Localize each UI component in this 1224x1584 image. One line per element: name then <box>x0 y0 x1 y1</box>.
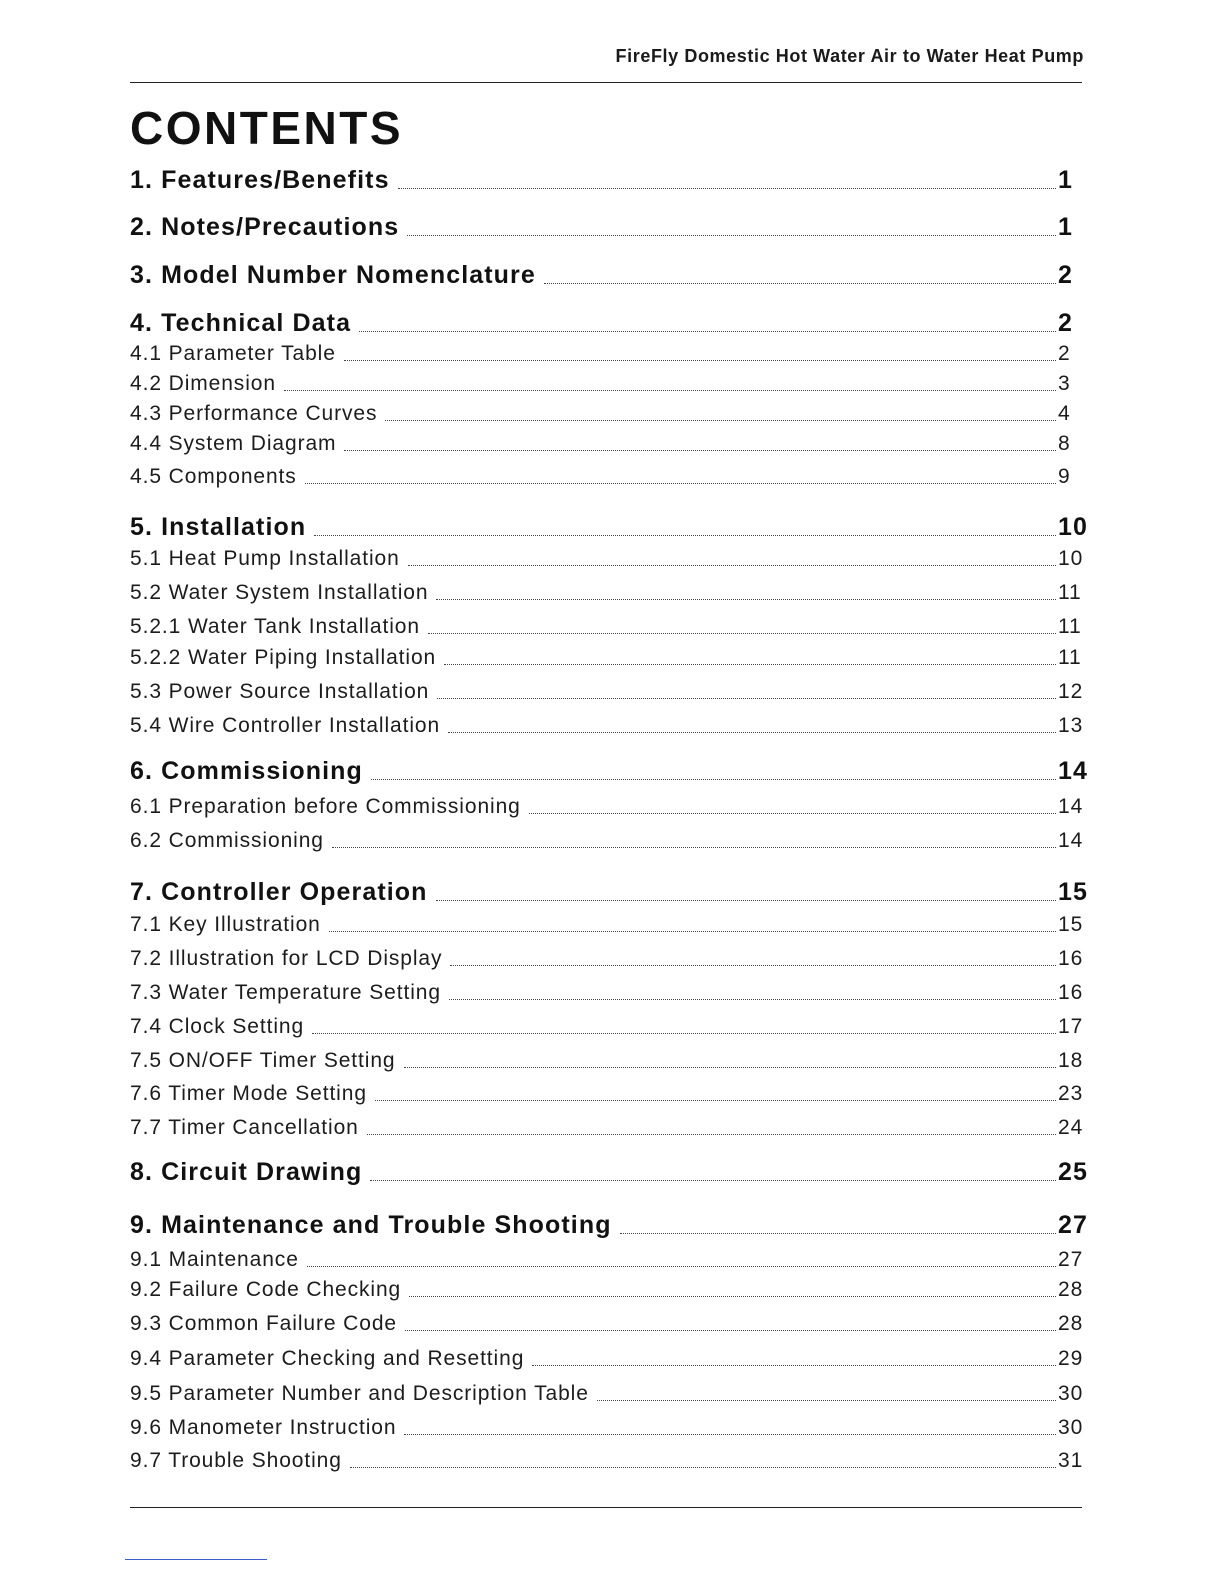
toc-entry-page-number: 16 <box>1058 947 1084 970</box>
toc-entry-label: 7.2 Illustration for LCD Display <box>130 947 443 970</box>
toc-entry[interactable] <box>130 371 1088 397</box>
toc-entry-page-number: 14 <box>1058 795 1084 818</box>
toc-entry-page-number: 31 <box>1058 1449 1084 1472</box>
toc-entry-label: 7. Controller Operation <box>130 878 428 906</box>
toc-entry[interactable] <box>130 341 1088 367</box>
toc-entry[interactable] <box>130 912 1088 938</box>
toc-entry-page-number: 18 <box>1058 1049 1084 1072</box>
toc-entry-page-number: 1 <box>1058 213 1074 241</box>
toc-dot-leader <box>448 732 1056 733</box>
toc-entry[interactable] <box>130 212 1088 242</box>
toc-entry-label: 9.5 Parameter Number and Description Table <box>130 1382 589 1405</box>
toc-entry-page-number: 23 <box>1058 1082 1084 1105</box>
toc-dot-leader <box>449 999 1056 1000</box>
toc-entry-page-number: 14 <box>1057 757 1088 785</box>
toc-entry-label: 4.5 Components <box>130 465 297 488</box>
toc-entry-page-number: 27 <box>1057 1211 1088 1239</box>
toc-entry[interactable] <box>130 1014 1088 1040</box>
toc-entry[interactable] <box>130 1277 1088 1303</box>
toc-entry[interactable] <box>130 1157 1088 1187</box>
toc-entry[interactable] <box>130 1048 1088 1074</box>
toc-entry-label: 5.2 Water System Installation <box>130 581 429 604</box>
toc-entry-page-number: 28 <box>1058 1312 1084 1335</box>
toc-entry[interactable] <box>130 401 1088 427</box>
toc-entry[interactable] <box>130 713 1088 739</box>
toc-entry-page-number: 29 <box>1058 1347 1084 1370</box>
toc-entry-page-number: 2 <box>1058 309 1074 337</box>
toc-dot-leader <box>428 633 1056 634</box>
toc-entry-page-number: 24 <box>1058 1116 1084 1139</box>
toc-entry-label: 4.4 System Diagram <box>130 432 337 455</box>
toc-entry-label: 6. Commissioning <box>130 757 363 785</box>
toc-entry-page-number: 28 <box>1058 1278 1084 1301</box>
toc-dot-leader <box>532 1365 1056 1366</box>
toc-entry-page-number: 10 <box>1058 547 1084 570</box>
footer-rule <box>130 1507 1082 1508</box>
toc-dot-leader <box>450 965 1056 966</box>
toc-dot-leader <box>312 1033 1056 1034</box>
toc-entry[interactable] <box>130 1210 1088 1240</box>
toc-entry-page-number: 1 <box>1058 166 1074 194</box>
toc-entry-page-number: 2 <box>1058 342 1071 365</box>
toc-entry[interactable] <box>130 980 1088 1006</box>
toc-dot-leader <box>437 698 1056 699</box>
toc-entry[interactable] <box>130 165 1088 195</box>
toc-dot-leader <box>307 1266 1056 1267</box>
toc-entry[interactable] <box>130 1081 1088 1107</box>
toc-dot-leader <box>620 1233 1056 1234</box>
toc-dot-leader <box>409 1296 1056 1297</box>
toc-entry[interactable] <box>130 1311 1088 1337</box>
toc-entry-page-number: 30 <box>1058 1416 1084 1439</box>
toc-dot-leader <box>314 535 1056 536</box>
toc-entry[interactable] <box>130 1247 1088 1273</box>
toc-entry-page-number: 11 <box>1058 581 1082 604</box>
toc-entry-label: 4.2 Dimension <box>130 372 276 395</box>
document-header: FireFly Domestic Hot Water Air to Water Heat Pump <box>615 46 1084 66</box>
toc-entry[interactable] <box>130 1381 1088 1407</box>
toc-entry[interactable] <box>130 431 1088 457</box>
toc-entry-label: 9.2 Failure Code Checking <box>130 1278 402 1301</box>
toc-entry-label: 5.3 Power Source Installation <box>130 680 430 703</box>
toc-entry-label: 7.1 Key Illustration <box>130 913 321 936</box>
page-title: CONTENTS <box>130 102 403 154</box>
toc-dot-leader <box>375 1100 1056 1101</box>
toc-dot-leader <box>407 235 1056 236</box>
toc-entry-label: 7.7 Timer Cancellation <box>130 1116 359 1139</box>
toc-dot-leader <box>408 565 1056 566</box>
toc-entry[interactable] <box>130 877 1088 907</box>
toc-entry[interactable] <box>130 679 1088 705</box>
toc-entry-page-number: 2 <box>1058 261 1074 289</box>
toc-entry-page-number: 17 <box>1058 1015 1084 1038</box>
toc-dot-leader <box>385 420 1056 421</box>
toc-entry[interactable] <box>130 794 1088 820</box>
toc-dot-leader <box>404 1067 1057 1068</box>
toc-dot-leader <box>350 1467 1056 1468</box>
header-rule <box>130 82 1082 83</box>
toc-entry[interactable] <box>130 1415 1088 1441</box>
toc-entry-page-number: 11 <box>1058 646 1082 669</box>
toc-entry-label: 9.1 Maintenance <box>130 1248 299 1271</box>
toc-entry-page-number: 15 <box>1058 913 1084 936</box>
toc-entry-page-number: 30 <box>1058 1382 1084 1405</box>
toc-entry-label: 9.6 Manometer Instruction <box>130 1416 397 1439</box>
toc-entry-label: 9.3 Common Failure Code <box>130 1312 397 1335</box>
toc-entry-label: 8. Circuit Drawing <box>130 1158 363 1186</box>
toc-entry-page-number: 27 <box>1058 1248 1084 1271</box>
toc-entry-page-number: 12 <box>1058 680 1084 703</box>
toc-entry-label: 5.4 Wire Controller Installation <box>130 714 441 737</box>
toc-entry-label: 7.4 Clock Setting <box>130 1015 305 1038</box>
toc-entry-page-number: 15 <box>1057 878 1088 906</box>
toc-entry[interactable] <box>130 260 1088 290</box>
toc-entry-label: 6.1 Preparation before Commissioning <box>130 795 521 818</box>
toc-dot-leader <box>405 1330 1056 1331</box>
toc-dot-leader <box>344 450 1056 451</box>
toc-entry[interactable] <box>130 1448 1088 1474</box>
toc-entry-page-number: 16 <box>1058 981 1084 1004</box>
toc-dot-leader <box>404 1434 1056 1435</box>
toc-dot-leader <box>529 813 1056 814</box>
toc-entry-label: 7.6 Timer Mode Setting <box>130 1082 367 1105</box>
toc-dot-leader <box>444 664 1056 665</box>
toc-entry-page-number: 14 <box>1058 829 1084 852</box>
toc-entry[interactable] <box>130 580 1088 606</box>
toc-entry-label: 7.3 Water Temperature Setting <box>130 981 441 1004</box>
toc-entry[interactable] <box>130 1115 1088 1141</box>
toc-entry-label: 6.2 Commissioning <box>130 829 324 852</box>
toc-dot-leader <box>329 931 1056 932</box>
toc-entry[interactable] <box>130 546 1088 572</box>
toc-entry-label: 9. Maintenance and Trouble Shooting <box>130 1211 612 1239</box>
toc-dot-leader <box>305 483 1056 484</box>
toc-dot-leader <box>398 188 1056 189</box>
toc-entry-label: 4.1 Parameter Table <box>130 342 336 365</box>
toc-entry-page-number: 3 <box>1058 372 1071 395</box>
toc-entry[interactable] <box>130 512 1088 542</box>
toc-entry-label: 2. Notes/Precautions <box>130 213 400 241</box>
toc-entry-page-number: 8 <box>1058 432 1071 455</box>
toc-entry[interactable] <box>130 946 1088 972</box>
footer-link-underline <box>125 1559 267 1560</box>
toc-entry-page-number: 4 <box>1058 402 1071 425</box>
toc-dot-leader <box>597 1400 1056 1401</box>
toc-dot-leader <box>344 360 1056 361</box>
toc-dot-leader <box>436 599 1056 600</box>
toc-dot-leader <box>370 1180 1056 1181</box>
toc-entry-label: 5.2.1 Water Tank Installation <box>130 615 420 638</box>
toc-entry-label: 9.4 Parameter Checking and Resetting <box>130 1347 525 1370</box>
toc-entry[interactable] <box>130 645 1088 671</box>
toc-entry-label: 1. Features/Benefits <box>130 166 390 194</box>
toc-dot-leader <box>284 390 1056 391</box>
toc-entry-label: 7.5 ON/OFF Timer Setting <box>130 1049 396 1072</box>
toc-dot-leader <box>332 847 1056 848</box>
toc-entry-label: 5. Installation <box>130 513 307 541</box>
toc-dot-leader <box>544 283 1056 284</box>
toc-entry-label: 3. Model Number Nomenclature <box>130 261 536 289</box>
toc-entry-label: 4.3 Performance Curves <box>130 402 378 425</box>
toc-entry-label: 5.1 Heat Pump Installation <box>130 547 400 570</box>
toc-entry[interactable] <box>130 464 1088 490</box>
toc-dot-leader <box>359 331 1056 332</box>
toc-entry-page-number: 11 <box>1058 615 1082 638</box>
toc-dot-leader <box>371 779 1056 780</box>
toc-entry[interactable] <box>130 614 1088 640</box>
toc-entry-page-number: 25 <box>1057 1158 1088 1186</box>
toc-entry-page-number: 10 <box>1057 513 1088 541</box>
toc-entry-label: 5.2.2 Water Piping Installation <box>130 646 437 669</box>
toc-entry[interactable] <box>130 756 1088 786</box>
toc-entry-label: 4. Technical Data <box>130 309 352 337</box>
toc-entry[interactable] <box>130 1346 1088 1372</box>
toc-entry-label: 9.7 Trouble Shooting <box>130 1449 342 1472</box>
toc-dot-leader <box>436 900 1056 901</box>
toc-entry[interactable] <box>130 828 1088 854</box>
toc-entry-page-number: 13 <box>1058 714 1084 737</box>
toc-entry-page-number: 9 <box>1058 465 1071 488</box>
toc-dot-leader <box>367 1134 1056 1135</box>
toc-entry[interactable] <box>130 308 1088 338</box>
